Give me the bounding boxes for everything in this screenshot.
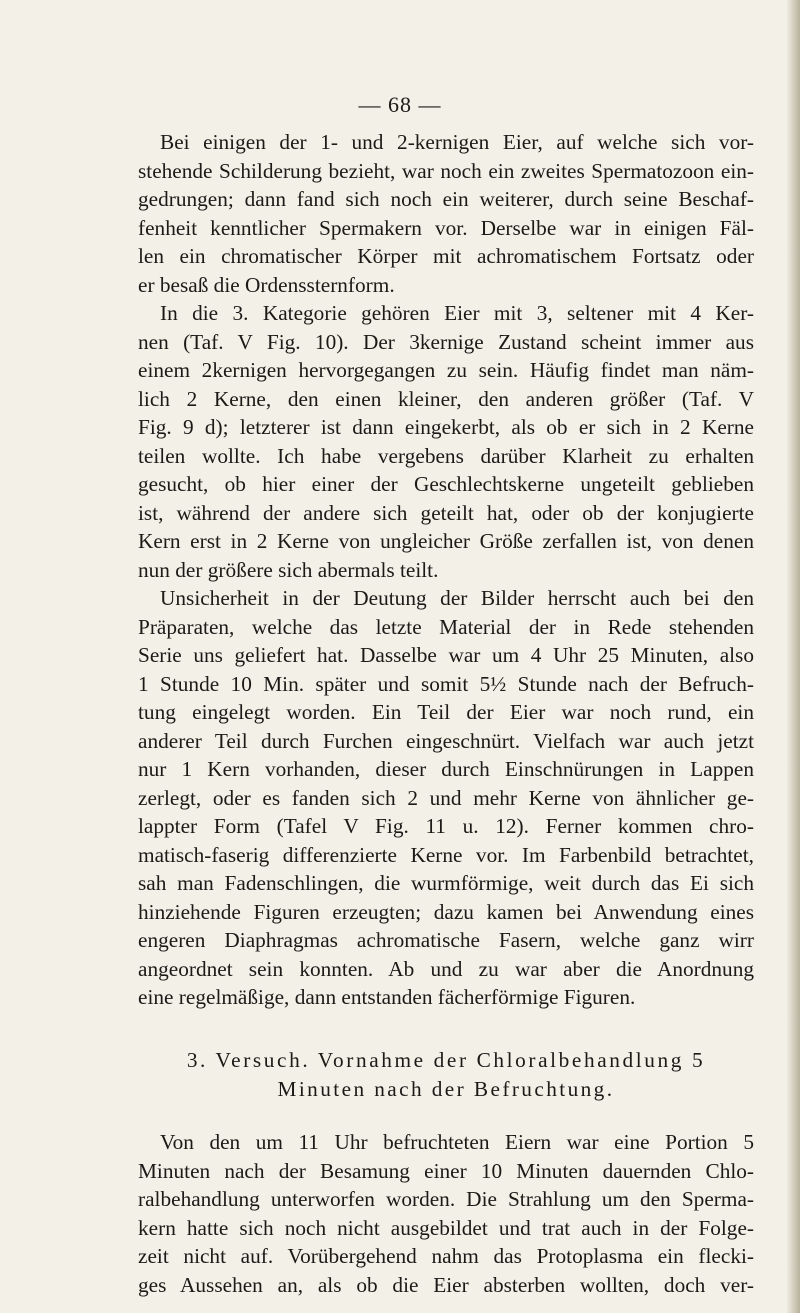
- text-line: gedrungen; dann fand sich noch ein weiterer, durch seine Beschaf-: [138, 187, 754, 211]
- text-line: lappter Form (Tafel V Fig. 11 u. 12). Ferner kommen chro-: [138, 814, 754, 838]
- text-line: Präparaten, welche das letzte Material der in Rede stehenden: [138, 614, 754, 639]
- section-heading: [138, 1046, 754, 1103]
- text-line: tung eingelegt worden. Ein Teil der Eier war noch rund, ein: [138, 700, 754, 724]
- text-line: anderer Teil durch Furchen eingeschnürt. Vielfach war auch jetzt: [138, 728, 754, 753]
- paragraph-2: [138, 299, 754, 584]
- text-line: 1 Stunde 10 Min. später und somit 5½ Stunde nach der Befruch-: [138, 671, 754, 696]
- text-line: lich 2 Kerne, den einen kleiner, den anderen größer (Taf. V: [138, 386, 754, 411]
- text-line: Kern erst in 2 Kerne von ungleicher Größe zerfallen ist, von denen: [138, 529, 754, 553]
- text-line: zeit nicht auf. Vorübergehend nahm das Protoplasma ein flecki-: [138, 1244, 754, 1268]
- text-line: angeordnet sein konnten. Ab und zu war aber die Anordnung: [138, 956, 754, 981]
- text-line: sah man Fadenschlingen, die wurmförmige, weit durch das Ei sich: [138, 871, 754, 895]
- text-line: eine regelmäßige, dann entstanden fächerförmige Figuren.: [138, 985, 636, 1009]
- text-line: nen (Taf. V Fig. 10). Der 3kernige Zustand scheint immer aus: [138, 329, 754, 354]
- text-line: teilen wollte. Ich habe vergebens darüber Klarheit zu erhalten: [138, 443, 754, 468]
- text-line: nun der größere sich abermals teilt.: [138, 557, 439, 582]
- text-line: engeren Diaphragmas achromatische Fasern, welche ganz wirr: [138, 928, 754, 952]
- text-line: gesucht, ob hier einer der Geschlechtskerne ungeteilt geblieben: [138, 472, 754, 496]
- text-line: In die 3. Kategorie gehören Eier mit 3, seltener mit 4 Ker-: [160, 301, 754, 325]
- text-line: hinziehende Figuren erzeugten; dazu kamen bei Anwendung eines: [138, 899, 754, 924]
- text-line: Unsicherheit in der Deutung der Bilder herrscht auch bei den: [160, 586, 754, 610]
- paragraph-1: [138, 128, 754, 299]
- text-line: Fig. 9 d); letzterer ist dann eingekerbt, als ob er sich in 2 Kerne: [138, 415, 754, 439]
- text-line: Minuten nach der Besamung einer 10 Minuten dauernden Chlo-: [138, 1158, 754, 1183]
- text-line: ges Aussehen an, als ob die Eier absterben wollten, doch ver-: [138, 1272, 754, 1297]
- text-line: einem 2kernigen hervorgegangen zu sein. Häufig findet man näm-: [138, 358, 754, 382]
- text-line: Bei einigen der 1- und 2-kernigen Eier, auf welche sich vor-: [160, 130, 754, 154]
- text-line: fenheit kenntlicher Spermakern vor. Derselbe war in einigen Fäl-: [138, 215, 754, 240]
- text-line: nur 1 Kern vorhanden, dieser durch Einschnürungen in Lappen: [138, 757, 754, 781]
- text-line: Serie uns geliefert hat. Dasselbe war um 4 Uhr 25 Minuten, also: [138, 643, 754, 667]
- text-line: ralbehandlung unterworfen worden. Die Strahlung um den Sperma-: [138, 1187, 754, 1211]
- text-line: matisch-faserig differenzierte Kerne vor. Im Farbenbild betrachtet,: [138, 842, 754, 867]
- page-number: — 68 —: [358, 92, 442, 117]
- text-line: stehende Schilderung bezieht, war noch ein zweites Spermatozoon ein-: [138, 158, 754, 183]
- paragraph-3: [138, 584, 754, 1012]
- paragraph-4: [138, 1128, 754, 1299]
- text-line: ist, während der andere sich geteilt hat, oder ob der konjugierte: [138, 500, 754, 525]
- section-heading-line-1: 3. Versuch. Vornahme der Chloralbehandlung 5: [186, 1048, 706, 1072]
- page-edge-shadow: [786, 0, 800, 1313]
- text-line: zerlegt, oder es fanden sich 2 und mehr Kerne von ähnlicher ge-: [138, 785, 754, 810]
- text-line: len ein chromatischer Körper mit achromatischem Fortsatz oder: [138, 244, 754, 268]
- section-heading-line-2: Minuten nach der Befruchtung.: [277, 1076, 615, 1101]
- text-line: er besaß die Ordenssternform.: [138, 272, 395, 297]
- text-line: Von den um 11 Uhr befruchteten Eiern war eine Portion 5: [160, 1130, 754, 1154]
- text-line: kern hatte sich noch nicht ausgebildet und trat auch in der Folge-: [138, 1215, 754, 1240]
